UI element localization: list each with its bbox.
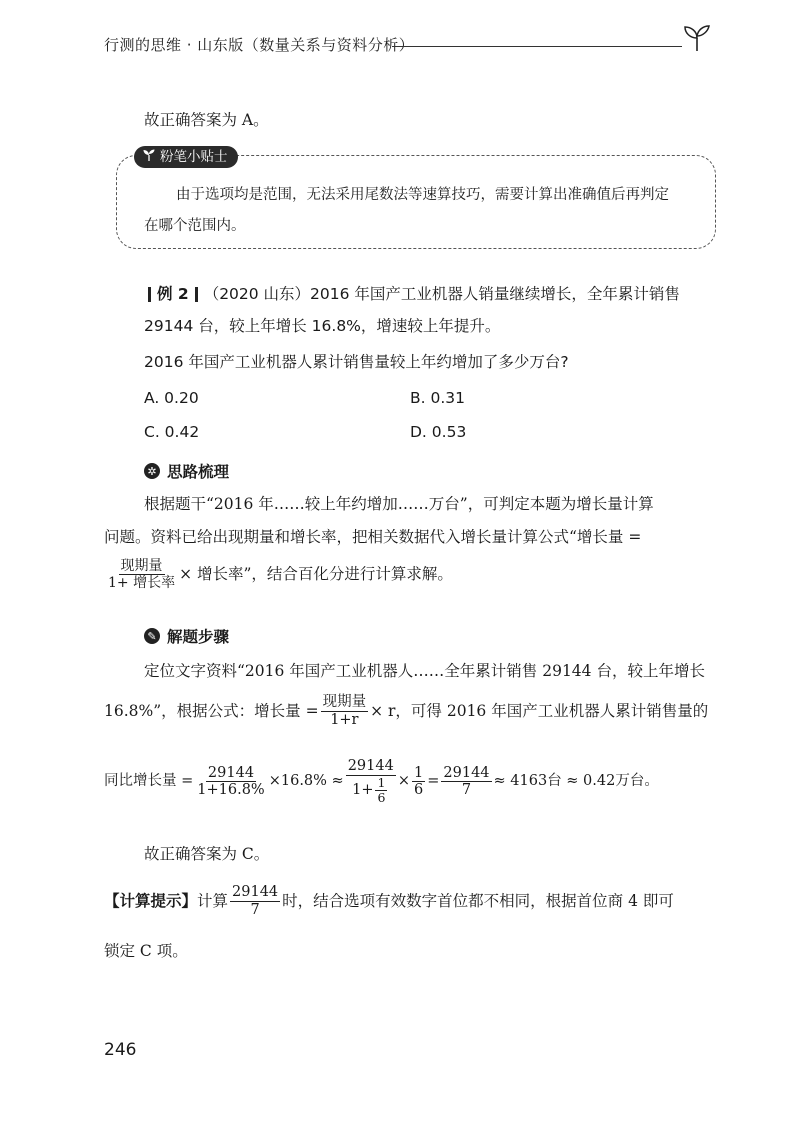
fraction-denominator: 7 — [250, 901, 260, 918]
header-rule — [392, 46, 682, 47]
analysis-heading-text: 思路梳理 — [167, 463, 230, 481]
analysis-fraction — [106, 558, 177, 591]
tip-line-1: 由于选项均是范围，无法采用尾数法等速算技巧，需要计算出准确值后再判定 — [176, 187, 669, 203]
example-line-1 — [142, 282, 680, 307]
fraction-numerator: 现期量 — [322, 694, 367, 710]
option-b: B. 0.31 — [410, 389, 465, 407]
option-d: D. 0.53 — [410, 423, 467, 441]
pen-icon: ✎ — [144, 628, 160, 644]
fraction-numerator: 29144 — [443, 764, 490, 781]
fraction-denominator: 1+ 增长率 — [108, 575, 176, 592]
fraction-numerator: 29144 — [207, 764, 255, 781]
tip-line-2: 在哪个范围内。 — [144, 218, 246, 234]
fraction-denominator — [350, 776, 391, 806]
calc-hint-line-1 — [104, 884, 674, 918]
analysis-line-1: 根据题干“2016 年……较上年约增加……万台”，可判定本题为增长量计算 — [144, 495, 654, 513]
page-number: 246 — [104, 1040, 137, 1060]
equation-fraction-3 — [412, 765, 425, 799]
example-line-2: 29144 台，较上年增长 16.8%，增速较上年提升。 — [144, 317, 501, 335]
solution-heading-text: 解题步骤 — [167, 628, 230, 646]
calc-hint-pre: 计算 — [197, 891, 229, 910]
answer-line-2: 故正确答案为 C。 — [144, 845, 270, 863]
analysis-line-2: 问题。资料已给出现期量和增长率，把相关数据代入增长量计算公式“增长量 = — [104, 528, 642, 546]
equation-fraction-1 — [195, 765, 266, 799]
analysis-line-3-text: × 增长率”，结合百化分进行计算求解。 — [179, 565, 453, 584]
calc-hint-post: 时，结合选项有效数字首位都不相同，根据首位商 4 即可 — [282, 891, 674, 910]
fraction-denominator: 1+16.8% — [197, 782, 265, 799]
equation-result: ≈ 4163台 ≈ 0.42万台。 — [493, 773, 659, 790]
fraction-denominator: 1+r — [330, 711, 359, 728]
nested-fraction — [375, 776, 387, 806]
equation-fraction-2 — [346, 758, 396, 805]
answer-line: 故正确答案为 A。 — [144, 111, 269, 129]
solution-equation — [104, 758, 659, 805]
equation-times: × — [397, 773, 410, 790]
solution-line-1: 定位文字资料“2016 年国产工业机器人……全年累计销售 29144 台，较上年增长 — [144, 662, 705, 680]
calc-hint-fraction — [230, 884, 280, 918]
fraction-numerator: 29144 — [347, 758, 394, 774]
tip-tag-label: 粉笔小贴士 — [160, 149, 228, 165]
fraction-numerator: 29144 — [232, 884, 279, 900]
solution-formula-fraction — [321, 694, 369, 728]
fraction-denominator: 6 — [414, 782, 424, 799]
solution-heading — [144, 625, 229, 647]
option-c: C. 0.42 — [144, 423, 200, 441]
example-text-1: （2020 山东）2016 年国产工业机器人销量继续增长，全年累计销售 — [203, 285, 680, 303]
fraction-numerator: 1 — [377, 774, 386, 790]
option-a: A. 0.20 — [144, 389, 199, 407]
fraction-numerator: 1 — [414, 764, 424, 781]
solution-line-2b: × r，可得 2016 年国产工业机器人累计销售量的 — [370, 701, 709, 720]
fraction-numerator: 现期量 — [120, 558, 163, 574]
gear-icon: ✲ — [144, 463, 160, 479]
equation-label: 同比增长量 = — [104, 773, 194, 790]
tip-tag — [134, 146, 238, 168]
equation-multiply-pct: ×16.8% ≈ — [268, 773, 344, 790]
example-mark-right — [195, 287, 198, 302]
solution-line-2 — [104, 694, 708, 728]
sprout-small-icon — [142, 146, 156, 168]
example-question: 2016 年国产工业机器人累计销售量较上年约增加了多少万台? — [144, 353, 569, 371]
solution-line-2a: 16.8%”，根据公式：增长量 = — [104, 701, 319, 720]
fraction-denominator: 7 — [461, 782, 472, 799]
sprout-icon — [680, 24, 714, 56]
fraction-denominator: 6 — [377, 790, 386, 806]
calc-hint-line-2: 锁定 C 项。 — [104, 942, 188, 960]
analysis-heading — [144, 460, 229, 482]
example-label: 例 2 — [157, 285, 189, 303]
calc-hint-label: 【计算提示】 — [104, 891, 198, 910]
equation-equals: = — [427, 773, 440, 790]
example-mark-left — [148, 287, 151, 302]
running-header: 行测的思维 · 山东版（数量关系与资料分析） — [104, 36, 415, 54]
analysis-line-3 — [104, 558, 453, 591]
denominator-prefix: 1+ — [352, 782, 374, 799]
equation-fraction-4 — [441, 765, 491, 799]
